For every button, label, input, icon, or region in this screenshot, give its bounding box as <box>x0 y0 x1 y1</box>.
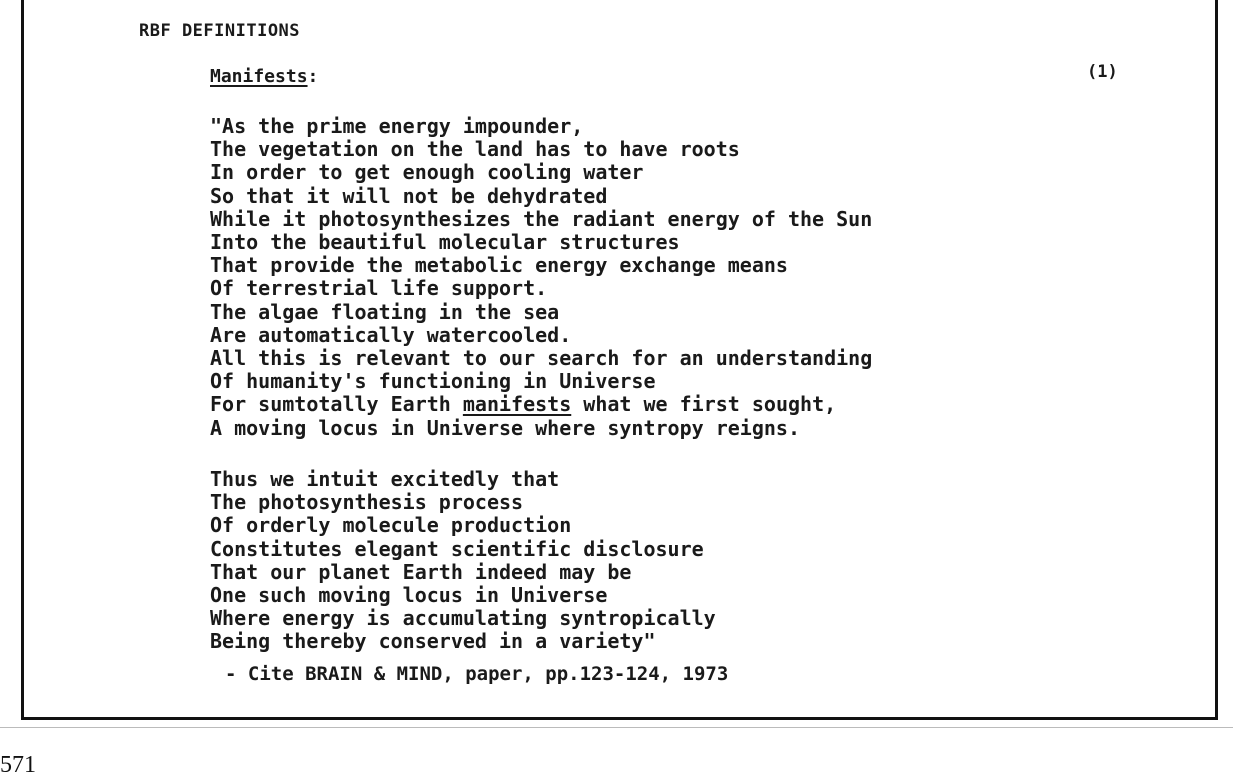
quote-stanza-2 <box>210 468 716 654</box>
page-reference: (1) <box>1087 62 1118 82</box>
quote-line: In order to get enough cooling water <box>210 160 644 185</box>
definition-term <box>210 66 318 87</box>
quote-line: "As the prime energy impounder, <box>210 114 584 138</box>
quote-line: Being thereby conserved in a variety" <box>210 629 656 654</box>
quote-line: Thus we intuit excitedly that <box>210 467 560 491</box>
quote-stanza-1 <box>210 115 872 440</box>
quote-line: Of orderly molecule production <box>210 513 572 538</box>
citation: - Cite BRAIN & MIND, paper, pp.123-124, 1973 <box>225 663 729 685</box>
quote-line: The algae floating in the sea <box>210 299 560 324</box>
definition-term-punct: : <box>307 66 319 87</box>
manifests-underlined: manifests <box>462 392 572 417</box>
quote-line: Are automatically watercooled. <box>210 322 572 347</box>
quote-line: All this is relevant to our search for an understanding <box>210 346 873 371</box>
quote-line: A moving locus in Universe where syntropy reigns. <box>210 415 801 440</box>
quote-line: The vegetation on the land has to have roots <box>210 137 740 162</box>
quote-line: Into the beautiful molecular structures <box>210 230 680 255</box>
definition-term-word: Manifests <box>210 66 308 87</box>
quote-line-after: what we first sought, <box>571 392 837 417</box>
quote-line-before: For sumtotally Earth <box>210 392 463 417</box>
page-number: 571 <box>0 752 36 775</box>
quote-line: The photosynthesis process <box>210 490 524 515</box>
quote-line: So that it will not be dehydrated <box>210 183 608 208</box>
quote-line: Constitutes elegant scientific disclosure <box>210 536 704 561</box>
quote-line: That our planet Earth indeed may be <box>210 559 632 584</box>
quote-line: That provide the metabolic energy exchange means <box>210 253 788 278</box>
quote-line: Of humanity's functioning in Universe <box>210 369 656 394</box>
document-header: RBF DEFINITIONS <box>139 21 301 41</box>
quote-line: While it photosynthesizes the radiant energy of the Sun <box>210 206 873 231</box>
quote-line-manifests <box>210 393 872 416</box>
divider-line <box>0 727 1233 728</box>
quote-line: Of terrestrial life support. <box>210 276 548 301</box>
quote-line: Where energy is accumulating syntropically <box>210 606 716 631</box>
quote-line: One such moving locus in Universe <box>210 583 608 608</box>
